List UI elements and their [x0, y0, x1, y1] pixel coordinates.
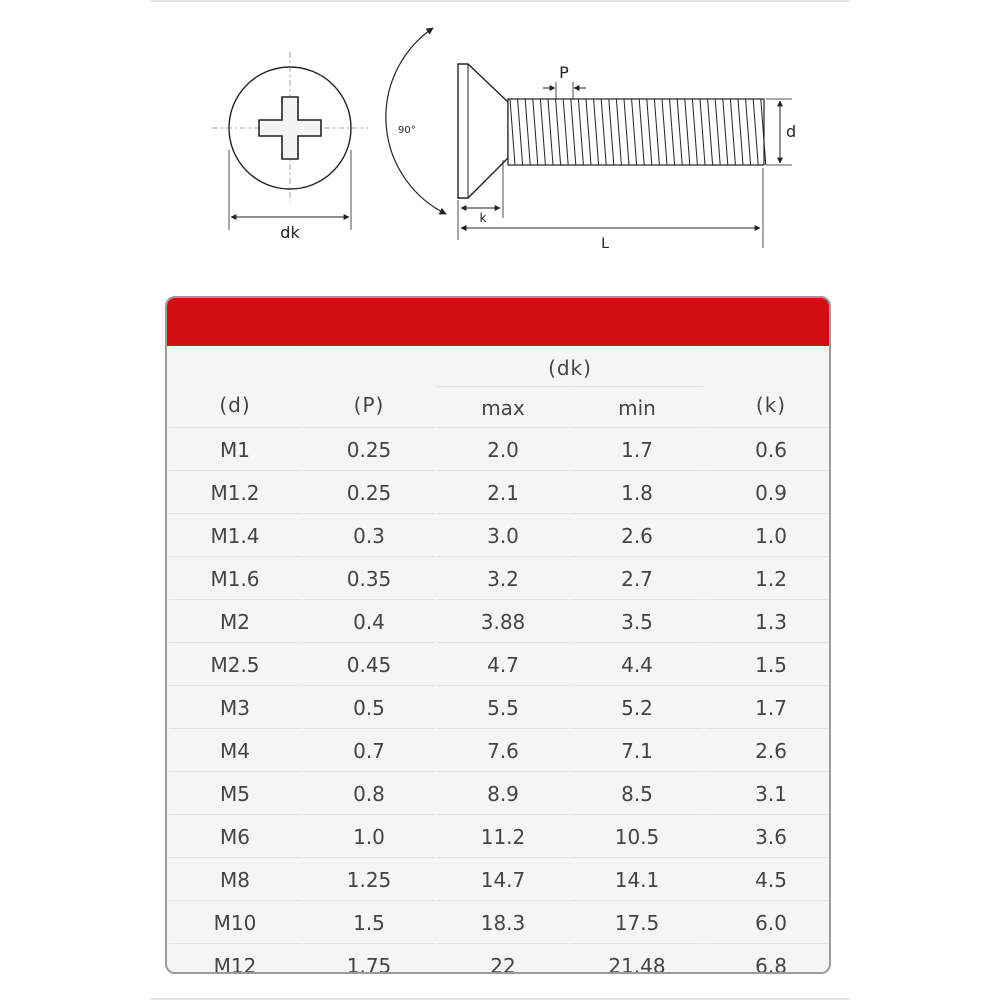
table-row [169, 645, 831, 686]
cell-dk-max: 2.0 [437, 430, 569, 471]
cell-size: M1 [169, 430, 301, 471]
cell-dk-min: 7.1 [571, 731, 703, 772]
col-header-k: (k) [705, 350, 831, 428]
head-top-view [212, 52, 368, 242]
cell-pitch: 0.8 [303, 774, 435, 815]
cell-dk-max: 5.5 [437, 688, 569, 729]
table-row [169, 731, 831, 772]
table-row [169, 903, 831, 944]
cell-dk-max: 2.1 [437, 473, 569, 514]
cell-head-height: 4.5 [705, 860, 831, 901]
col-header-dk-min: min [571, 389, 703, 428]
table-row [169, 602, 831, 643]
col-header-p: (P) [303, 350, 435, 428]
cell-pitch: 1.5 [303, 903, 435, 944]
cell-size: M4 [169, 731, 301, 772]
table-row [169, 516, 831, 557]
cell-dk-min: 8.5 [571, 774, 703, 815]
cell-head-height: 0.6 [705, 430, 831, 471]
cell-pitch: 0.7 [303, 731, 435, 772]
cell-head-height: 1.5 [705, 645, 831, 686]
cell-pitch: 0.5 [303, 688, 435, 729]
cell-head-height: 6.0 [705, 903, 831, 944]
cell-head-height: 2.6 [705, 731, 831, 772]
cell-size: M1.6 [169, 559, 301, 600]
cell-dk-max: 3.0 [437, 516, 569, 557]
length-label: L [601, 236, 609, 252]
cell-dk-min: 5.2 [571, 688, 703, 729]
cell-dk-min: 17.5 [571, 903, 703, 944]
cell-head-height: 6.8 [705, 946, 831, 974]
cell-pitch: 0.35 [303, 559, 435, 600]
table-row [169, 473, 831, 514]
cell-head-height: 1.3 [705, 602, 831, 643]
cell-pitch: 0.25 [303, 430, 435, 471]
cell-dk-max: 3.88 [437, 602, 569, 643]
cell-dk-min: 4.4 [571, 645, 703, 686]
dk-label: dk [280, 223, 300, 242]
table-row [169, 559, 831, 600]
table-header-bar [167, 298, 829, 346]
table-row [169, 946, 831, 974]
pitch-label: P [559, 63, 569, 82]
screw-side-view [386, 28, 796, 252]
cell-pitch: 1.75 [303, 946, 435, 974]
table-row [169, 774, 831, 815]
cell-size: M5 [169, 774, 301, 815]
cell-head-height: 3.1 [705, 774, 831, 815]
spec-table [167, 348, 831, 974]
cell-dk-min: 2.6 [571, 516, 703, 557]
cell-head-height: 0.9 [705, 473, 831, 514]
angle-label: 90° [398, 125, 416, 136]
cell-size: M2.5 [169, 645, 301, 686]
cell-dk-max: 3.2 [437, 559, 569, 600]
cell-dk-min: 2.7 [571, 559, 703, 600]
cell-size: M2 [169, 602, 301, 643]
cell-dk-max: 8.9 [437, 774, 569, 815]
cell-size: M8 [169, 860, 301, 901]
table-row [169, 688, 831, 729]
cell-pitch: 0.45 [303, 645, 435, 686]
cell-size: M1.2 [169, 473, 301, 514]
cell-dk-min: 14.1 [571, 860, 703, 901]
col-group-dk: (dk) [437, 350, 703, 387]
table-row [169, 860, 831, 901]
spec-table-card [165, 296, 831, 974]
col-header-dk-max: max [437, 389, 569, 428]
cell-dk-max: 4.7 [437, 645, 569, 686]
table-row [169, 430, 831, 471]
k-label: k [479, 211, 487, 225]
cell-size: M12 [169, 946, 301, 974]
cell-head-height: 3.6 [705, 817, 831, 858]
cell-dk-max: 22 [437, 946, 569, 974]
table-row [169, 817, 831, 858]
cell-dk-max: 7.6 [437, 731, 569, 772]
cell-pitch: 0.25 [303, 473, 435, 514]
diameter-label: d [786, 122, 797, 141]
cell-pitch: 1.25 [303, 860, 435, 901]
cell-head-height: 1.0 [705, 516, 831, 557]
screw-drawing [0, 0, 1000, 270]
cell-size: M10 [169, 903, 301, 944]
cell-dk-max: 14.7 [437, 860, 569, 901]
cell-pitch: 0.3 [303, 516, 435, 557]
cell-size: M6 [169, 817, 301, 858]
cell-dk-min: 10.5 [571, 817, 703, 858]
cell-dk-min: 3.5 [571, 602, 703, 643]
cell-dk-min: 1.8 [571, 473, 703, 514]
cell-pitch: 0.4 [303, 602, 435, 643]
cell-dk-min: 1.7 [571, 430, 703, 471]
cell-size: M1.4 [169, 516, 301, 557]
cell-size: M3 [169, 688, 301, 729]
cell-dk-max: 18.3 [437, 903, 569, 944]
col-header-d: (d) [169, 350, 301, 428]
cell-dk-max: 11.2 [437, 817, 569, 858]
cell-dk-min: 21.48 [571, 946, 703, 974]
cell-head-height: 1.7 [705, 688, 831, 729]
cell-pitch: 1.0 [303, 817, 435, 858]
cell-head-height: 1.2 [705, 559, 831, 600]
